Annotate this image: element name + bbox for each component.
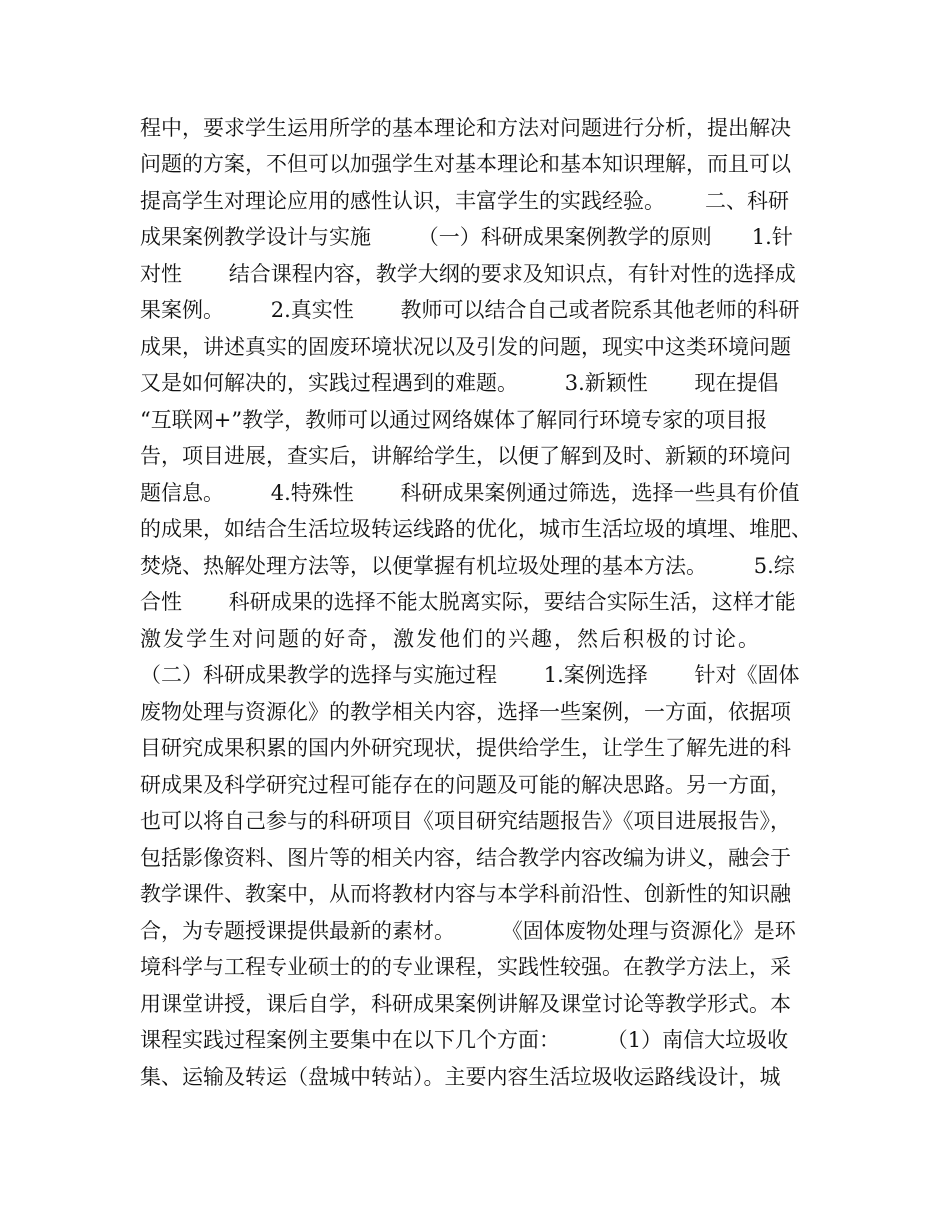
text-line: “互联网+”教学，教师可以通过网络媒体了解同行环境专家的项目报 [140, 408, 768, 432]
text-line: 研成果及科学研究过程可能存在的问题及可能的解决思路。另一方面， [140, 773, 791, 797]
text-line: 用课堂讲授，课后自学，科研成果案例讲解及课堂讨论等教学形式。本 [140, 992, 791, 1016]
text-line: 又是如何解决的，实践过程遇到的难题。 3.新颖性 现在提倡 [140, 371, 779, 395]
text-line: 题信息。 4.特殊性 科研成果案例通过筛选，选择一些具有价值 [140, 481, 800, 505]
text-line: 课程实践过程案例主要集中在以下几个方面： （1）南信大垃圾收 [140, 1028, 789, 1052]
text-line: 程中，要求学生运用所学的基本理论和方法对问题进行分析，提出解决 [140, 116, 791, 140]
text-line: 教学课件、教案中，从而将教材内容与本学科前沿性、创新性的知识融 [140, 882, 791, 906]
text-line: 废物处理与资源化》的教学相关内容，选择一些案例，一方面，依据项 [140, 700, 791, 724]
text-line: 问题的方案，不但可以加强学生对基本理论和基本知识理解，而且可以 [140, 152, 791, 176]
text-line: 告，项目进展，查实后，讲解给学生，以便了解到及时、新颖的环境问 [140, 444, 791, 468]
text-line: 合，为专题授课提供最新的素材。 《固体废物处理与资源化》是环 [140, 919, 796, 943]
text-line: 合性 科研成果的选择不能太脱离实际，要结合实际生活，这样才能 [140, 590, 796, 614]
text-line: 成果案例教学设计与实施 （一）科研成果案例教学的原则 1.针 [140, 225, 793, 249]
text-line: 也可以将自己参与的科研项目《项目研究结题报告》《项目进展报告》， [140, 809, 791, 833]
text-line: （二）科研成果教学的选择与实施过程 1.案例选择 针对《固体 [140, 663, 800, 687]
text-line: 提高学生对理论应用的感性认识，丰富学生的实践经验。 二、科研 [140, 189, 790, 213]
text-line: 境科学与工程专业硕士的的专业课程，实践性较强。在教学方法上，采 [140, 955, 791, 979]
text-line: 激发学生对问题的好奇，激发他们的兴趣，然后积极的讨论。 [140, 627, 761, 651]
text-line: 集、运输及转运（盘城中转站）。主要内容生活垃圾收运路线设计，城 [140, 1065, 781, 1089]
text-line: 的成果，如结合生活垃圾转运线路的优化，城市生活垃圾的填埋、堆肥、 [140, 517, 812, 541]
text-line: 果案例。 2.真实性 教师可以结合自己或者院系其他老师的科研 [140, 298, 800, 322]
text-line: 对性 结合课程内容，教学大纲的要求及知识点，有针对性的选择成 [140, 262, 796, 286]
text-line: 目研究成果积累的国内外研究现状，提供给学生，让学生了解先进的科 [140, 736, 791, 760]
text-line: 焚烧、热解处理方法等，以便掌握有机垃圾处理的基本方法。 5.综 [140, 554, 795, 578]
text-line: 包括影像资料、图片等的相关内容，结合教学内容改编为讲义，融会于 [140, 846, 791, 870]
text-line: 成果，讲述真实的固废环境状况以及引发的问题，现实中这类环境问题 [140, 335, 791, 359]
